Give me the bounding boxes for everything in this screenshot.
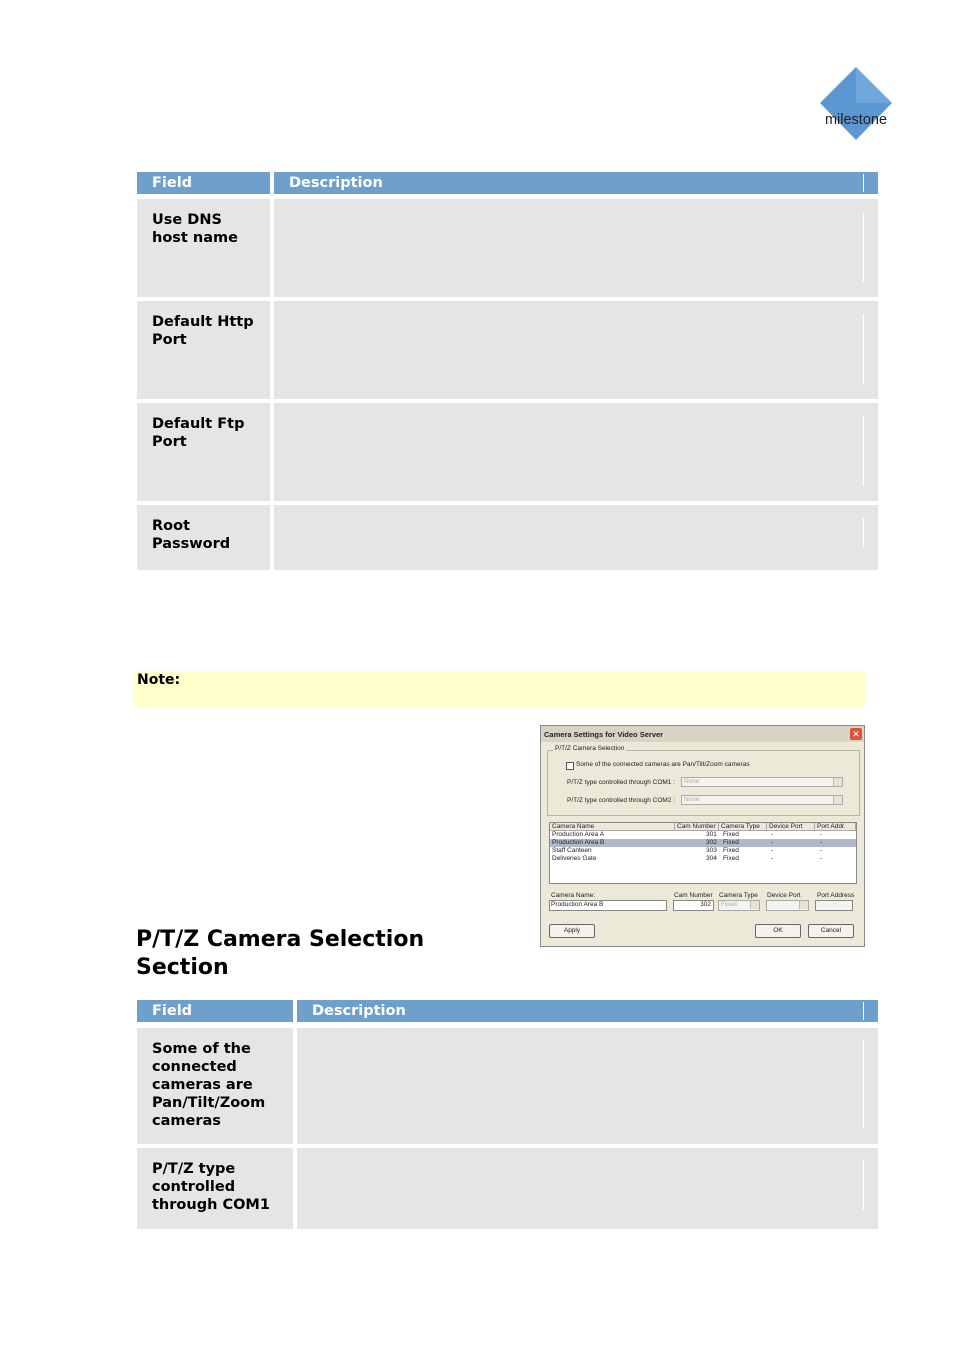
description-ptz-com1 bbox=[297, 1148, 878, 1229]
dialog-title: Camera Settings for Video Server bbox=[541, 726, 864, 742]
table-row[interactable]: Production Area B 302 Fixed - - bbox=[550, 839, 856, 847]
camera-type-label: Camera Type bbox=[719, 892, 758, 899]
note-label: Note: bbox=[137, 672, 181, 688]
camera-name-input[interactable]: Production Area B bbox=[549, 900, 667, 911]
cam-number-input[interactable]: 302 bbox=[673, 900, 714, 911]
cam-number-label: Cam Number bbox=[674, 892, 713, 899]
note-box bbox=[134, 671, 866, 707]
camera-type-select[interactable]: Fixed bbox=[718, 900, 760, 911]
column-device-port[interactable]: Device Port bbox=[767, 823, 815, 831]
description-use-dns-host-name bbox=[274, 199, 878, 297]
cancel-button[interactable]: Cancel bbox=[808, 924, 854, 938]
com2-select[interactable]: None bbox=[681, 795, 843, 805]
table-row[interactable]: Staff Canteen 303 Fixed - - bbox=[552, 847, 823, 854]
port-address-input[interactable] bbox=[815, 900, 853, 911]
column-port-addr[interactable]: Port Addr. bbox=[815, 823, 856, 831]
header-field: Field bbox=[137, 172, 270, 194]
com2-label: P/T/Z type controlled through COM2 : bbox=[567, 797, 676, 804]
apply-button[interactable]: Apply bbox=[549, 924, 595, 938]
description-default-ftp-port bbox=[274, 403, 878, 501]
device-port-select[interactable] bbox=[766, 900, 809, 911]
camera-list[interactable] bbox=[549, 822, 857, 884]
fields-table-network bbox=[137, 172, 878, 570]
camera-name-label: Camera Name: bbox=[551, 892, 596, 899]
column-camera-name[interactable]: Camera Name bbox=[550, 823, 675, 831]
close-icon[interactable]: ✕ bbox=[850, 728, 862, 740]
header-field: Field bbox=[137, 1000, 293, 1022]
logo-text: milestone bbox=[824, 112, 888, 128]
chevron-down-icon bbox=[833, 796, 842, 804]
section-heading: P/T/Z Camera Selection Section bbox=[136, 927, 425, 980]
field-default-http-port: Default Http Port bbox=[137, 301, 270, 399]
port-address-label: Port Address bbox=[817, 892, 855, 899]
ptz-checkbox[interactable] bbox=[566, 762, 574, 770]
table-row[interactable]: Deliveries Gate 304 Fixed - - bbox=[552, 855, 823, 862]
com1-label: P/T/Z type controlled through COM1 : bbox=[567, 779, 676, 786]
ok-button[interactable]: OK bbox=[755, 924, 801, 938]
chevron-down-icon bbox=[799, 901, 808, 909]
table-row[interactable]: Production Area A 301 Fixed - - bbox=[552, 831, 823, 838]
header-description: Description bbox=[274, 172, 878, 194]
ptz-checkbox-label: Some of the connected cameras are Pan/Tilt/Zoom cameras bbox=[576, 761, 750, 768]
header-description: Description bbox=[297, 1000, 878, 1022]
field-use-dns-host-name: Use DNS host name bbox=[137, 199, 270, 297]
com1-select[interactable]: None bbox=[681, 777, 843, 787]
fields-table-ptz bbox=[137, 1000, 878, 1230]
camera-settings-dialog bbox=[540, 725, 865, 947]
field-ptz-com1: P/T/Z type controlled through COM1 bbox=[137, 1148, 293, 1229]
chevron-down-icon bbox=[750, 901, 759, 909]
field-ptz-cameras: Some of the connected cameras are Pan/Tilt/Zoom cameras bbox=[137, 1028, 293, 1144]
chevron-down-icon bbox=[833, 778, 842, 786]
milestone-logo bbox=[816, 66, 896, 142]
description-ptz-cameras bbox=[297, 1028, 878, 1144]
ptz-group-label: P/T/Z Camera Selection bbox=[555, 745, 625, 752]
description-root-password bbox=[274, 505, 878, 570]
field-root-password: Root Password bbox=[137, 505, 270, 570]
description-default-http-port bbox=[274, 301, 878, 399]
field-default-ftp-port: Default Ftp Port bbox=[137, 403, 270, 501]
column-cam-number[interactable]: Cam Number bbox=[675, 823, 719, 831]
device-port-label: Device Port bbox=[767, 892, 801, 899]
column-camera-type[interactable]: Camera Type bbox=[719, 823, 767, 831]
